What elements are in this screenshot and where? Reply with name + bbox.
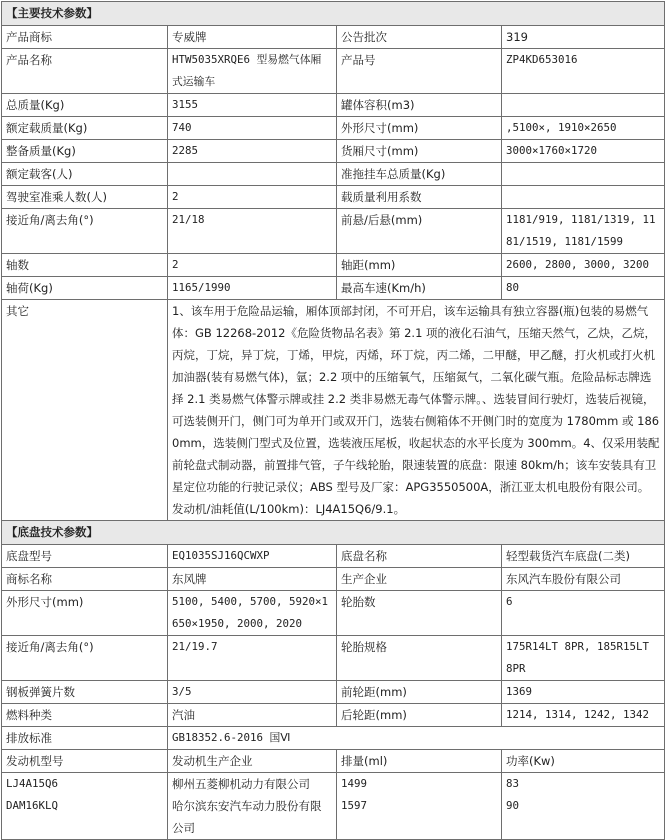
field-value: 汽油 — [168, 704, 337, 727]
field-label: 前悬/后悬(mm) — [337, 209, 502, 254]
field-label: 接近角/离去角(°) — [2, 209, 168, 254]
field-label: 轮胎数 — [337, 591, 502, 636]
engine-displacement: 1499 — [341, 777, 368, 790]
engine-maker-cell — [168, 773, 337, 840]
table-row — [2, 49, 665, 94]
field-value: 740 — [168, 117, 337, 140]
field-label: 轴数 — [2, 254, 168, 277]
column-header: 发动机生产企业 — [168, 750, 337, 773]
table-row — [2, 636, 665, 681]
field-label: 公告批次 — [337, 26, 502, 49]
table-row — [2, 568, 665, 591]
table-row — [2, 277, 665, 300]
chassis-section-header — [2, 521, 665, 545]
engine-displacement-cell — [337, 773, 502, 840]
table-row — [2, 704, 665, 727]
field-label: 总质量(Kg) — [2, 94, 168, 117]
field-value: ,5100×, 1910×2650 — [502, 117, 665, 140]
field-value: 21/19.7 — [168, 636, 337, 681]
field-label: 载质量利用系数 — [337, 186, 502, 209]
field-value: 3/5 — [168, 681, 337, 704]
table-row — [2, 26, 665, 49]
engine-model: LJ4A15Q6 — [6, 777, 59, 790]
other-notes-label: 其它 — [2, 300, 168, 521]
field-label: 轮胎规格 — [337, 636, 502, 681]
emission-value: GB18352.6-2016 国Ⅵ — [168, 727, 665, 750]
field-value: 3155 — [168, 94, 337, 117]
table-row — [2, 186, 665, 209]
field-value: 1369 — [502, 681, 665, 704]
field-value: 东风牌 — [168, 568, 337, 591]
engine-power: 83 — [506, 777, 520, 790]
field-value — [168, 163, 337, 186]
field-value: 175R14LT 8PR, 185R15LT 8PR — [502, 636, 665, 681]
table-row — [2, 591, 665, 636]
field-label: 底盘型号 — [2, 545, 168, 568]
field-label: 生产企业 — [337, 568, 502, 591]
field-value: 2 — [168, 186, 337, 209]
main-section-title: 【主要技术参数】 — [2, 2, 665, 26]
field-value: 80 — [502, 277, 665, 300]
field-label: 额定载客(人) — [2, 163, 168, 186]
engine-model: DAM16KLQ — [6, 799, 59, 812]
field-label: 底盘名称 — [337, 545, 502, 568]
field-value: 轻型载货汽车底盘(二类) — [502, 545, 665, 568]
field-value: ZP4KD653016 — [502, 49, 665, 94]
field-label: 钢板弹簧片数 — [2, 681, 168, 704]
emission-label: 排放标准 — [2, 727, 168, 750]
field-value: 1165/1990 — [168, 277, 337, 300]
field-value: 东风汽车股份有限公司 — [502, 568, 665, 591]
other-notes-text: 1、该车用于危险品运输，厢体顶部封闭，不可开启，该车运输具有独立容器(瓶)包装的易燃气体：GB 12268-2012《危险货物品名表》第 2.1 项的液化石油气，压缩天然气，乙炔，乙烷，丙烷，丁烷，异丁烷，丁烯，甲烷，丙烯，环丁烷，丙二烯，二甲醚，甲乙醚，打火机或打火机加油器(装有易燃气体)，氩；2.2 项中的压缩氧气，压缩氮气，二氧化碳气瓶。危险品标志牌选择 2.1 类易燃气体警示牌或挂 2.2 类非易燃无毒气体警示牌。、选装冒间行驶灯，选装后视镜，可选装侧开门，侧门可为单开门或双开门，选装右侧箱体不开侧门时的宽度为 1780mm 或 1860mm，选装侧门型式及位置，选装液压尾板，收起状态的水平长度为 300mm。4、仅采用装配前轮盘式制动器，前置排气管，子午线轮胎，限速装置的底盘：限速 80km/h；该车安装具有卫星定位功能的行驶记录仪；ABS 型号及厂家：APG3550500A，浙江亚太机电股份有限公司。发动机/油耗值(L/100km)：LJ4A15Q6/9.1。 — [168, 300, 665, 521]
field-label: 罐体容积(m3) — [337, 94, 502, 117]
field-value: 专威牌 — [168, 26, 337, 49]
engine-model-cell — [2, 773, 168, 840]
field-value: 1181/919, 1181/1319, 1181/1519, 1181/1599 — [502, 209, 665, 254]
field-label: 货厢尺寸(mm) — [337, 140, 502, 163]
field-label: 整备质量(Kg) — [2, 140, 168, 163]
table-row — [2, 681, 665, 704]
field-label: 后轮距(mm) — [337, 704, 502, 727]
field-value — [502, 186, 665, 209]
field-label: 额定载质量(Kg) — [2, 117, 168, 140]
field-label: 产品商标 — [2, 26, 168, 49]
engine-list-row — [2, 773, 665, 840]
engine-maker: 哈尔滨东安汽车动力股份有限公司 — [172, 799, 322, 835]
field-value: HTW5035XRQE6 型易燃气体厢式运输车 — [168, 49, 337, 94]
field-label: 燃料种类 — [2, 704, 168, 727]
field-label: 产品号 — [337, 49, 502, 94]
engine-maker: 柳州五菱柳机动力有限公司 — [172, 777, 310, 791]
engine-displacement: 1597 — [341, 799, 368, 812]
field-label: 接近角/离去角(°) — [2, 636, 168, 681]
field-label: 轴荷(Kg) — [2, 277, 168, 300]
table-row — [2, 140, 665, 163]
table-row — [2, 545, 665, 568]
field-value: 6 — [502, 591, 665, 636]
table-row — [2, 254, 665, 277]
field-value: 2285 — [168, 140, 337, 163]
field-label: 外形尺寸(mm) — [2, 591, 168, 636]
table-row — [2, 163, 665, 186]
column-header: 功率(Kw) — [502, 750, 665, 773]
field-label: 外形尺寸(mm) — [337, 117, 502, 140]
field-label: 驾驶室准乘人数(人) — [2, 186, 168, 209]
field-value: 2 — [168, 254, 337, 277]
field-label: 产品名称 — [2, 49, 168, 94]
engine-header-row — [2, 750, 665, 773]
emission-row — [2, 727, 665, 750]
engine-power-cell — [502, 773, 665, 840]
field-label: 准拖挂车总质量(Kg) — [337, 163, 502, 186]
table-row — [2, 209, 665, 254]
field-label: 商标名称 — [2, 568, 168, 591]
table-row — [2, 94, 665, 117]
field-value: 21/18 — [168, 209, 337, 254]
table-row — [2, 117, 665, 140]
field-value: 2600, 2800, 3000, 3200 — [502, 254, 665, 277]
field-value: 1214, 1314, 1242, 1342 — [502, 704, 665, 727]
field-value: 5100, 5400, 5700, 5920×1650×1950, 2000, 2020 — [168, 591, 337, 636]
other-notes-row — [2, 300, 665, 521]
chassis-section-title: 【底盘技术参数】 — [2, 521, 665, 545]
spec-table — [1, 1, 665, 840]
field-value: EQ1035SJ16QCWXP — [168, 545, 337, 568]
field-value — [502, 94, 665, 117]
field-value: 3000×1760×1720 — [502, 140, 665, 163]
field-label: 前轮距(mm) — [337, 681, 502, 704]
field-value: 319 — [502, 26, 665, 49]
engine-power: 90 — [506, 799, 520, 812]
column-header: 发动机型号 — [2, 750, 168, 773]
field-value — [502, 163, 665, 186]
column-header: 排量(ml) — [337, 750, 502, 773]
field-label: 最高车速(Km/h) — [337, 277, 502, 300]
main-section-header — [2, 2, 665, 26]
field-label: 轴距(mm) — [337, 254, 502, 277]
